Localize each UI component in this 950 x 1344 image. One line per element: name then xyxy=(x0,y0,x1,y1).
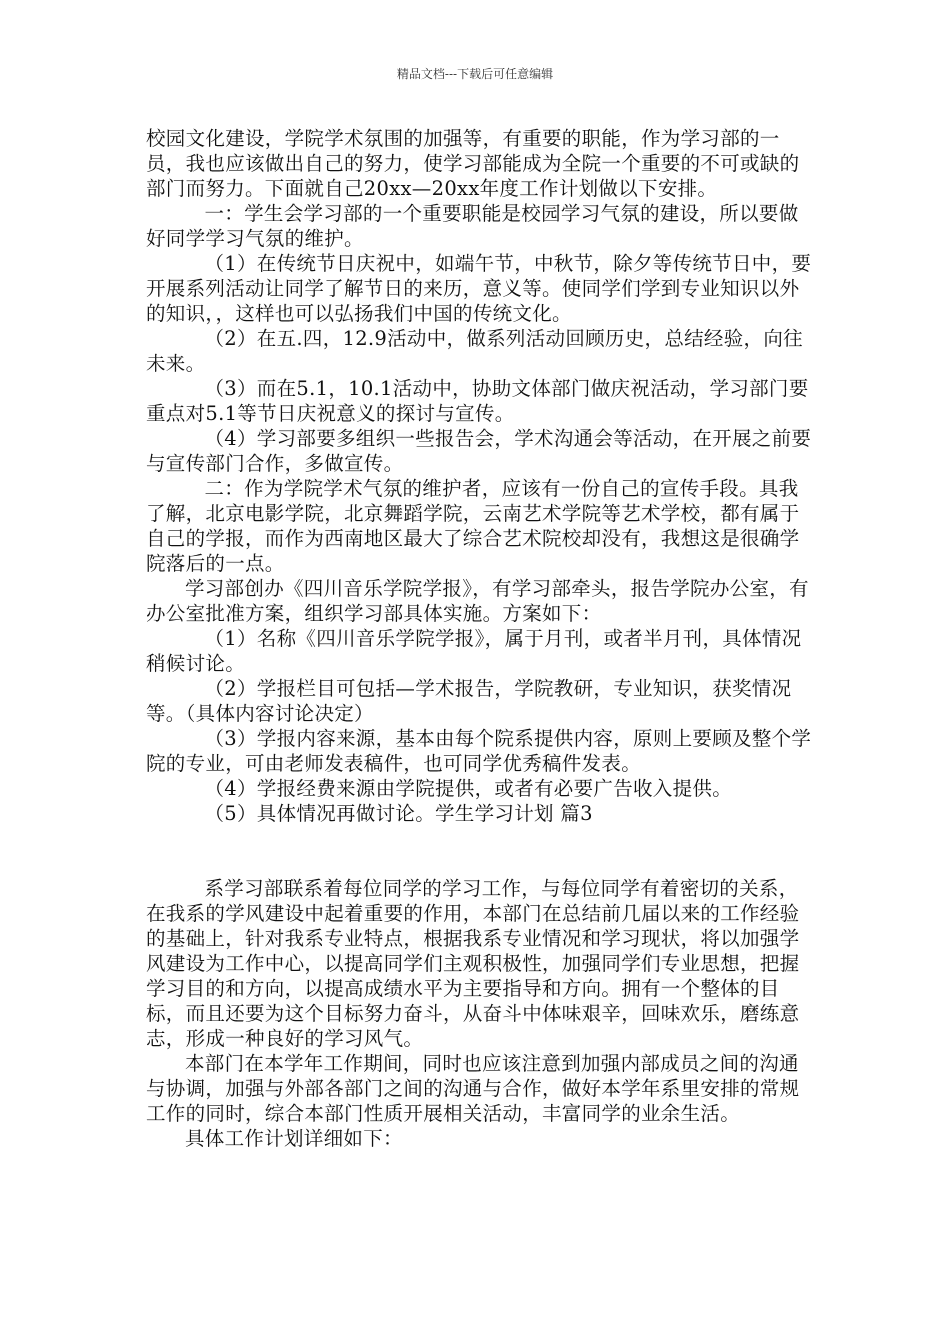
paragraph-item-2-4: （4）学报经费来源由学院提供，或者有必要广告收入提供。 xyxy=(204,777,733,800)
paragraph-item-2-5: （5）具体情况再做讨论。学生学习计划 篇3 xyxy=(204,802,593,825)
paragraph-journal-plan: 学习部创办《四川音乐学院学报》，有学习部牵头，报告学院办公室，有办公室批准方案，组织学习部具体实施。方案如下： xyxy=(146,577,809,625)
paragraph-item-2-3: （3）学报内容来源，基本由每个院系提供内容，原则上要顾及整个学院的专业，可由老师发表稿件，也可同学优秀稿件发表。 xyxy=(146,727,812,775)
page-header: 精品文档---下载后可任意编辑 xyxy=(396,67,554,81)
paragraph-item-1-4: （4）学习部要多组织一些报告会，学术沟通会等活动，在开展之前要与宣传部门合作，多做宣传。 xyxy=(146,427,812,475)
paragraph-item-1-2: （2）在五.四，12.9活动中，做系列活动回顾历史，总结经验，向往未来。 xyxy=(146,327,803,375)
paragraph-department-overview: 系学习部联系着每位同学的学习工作，与每位同学有着密切的关系，在我系的学风建设中起着重要的作用，本部门在总结前几届以来的工作经验的基础上，针对我系专业特点，根据我系专业情况和学习现状，将以加强学风建设为工作中心，以提高同学们主观积极性，加强同学们专业思想，把握学习目的和方向，以提高成绩水平为主要指导和方向。拥有一个整体的目标，而且还要为这个目标努力奋斗，从奋斗中体味艰辛，回味欢乐，磨练意志，形成一种良好的学习风气。 xyxy=(146,877,800,1050)
paragraph-item-1-3: （3）而在5.1，10.1活动中，协助文体部门做庆祝活动，学习部门要重点对5.1等节日庆祝意义的探讨与宣传。 xyxy=(146,377,809,425)
section-gap xyxy=(146,826,816,876)
paragraph-item-2-2: （2）学报栏目可包括—学术报告，学院教研，专业知识，获奖情况等。（具体内容讨论决定） xyxy=(146,677,792,725)
paragraph-item-1-1: （1）在传统节日庆祝中，如端午节，中秋节，除夕等传统节日中，要开展系列活动让同学了解节日的来历，意义等。使同学们学到专业知识以外的知识，，这样也可以弘扬我们中国的传统文化。 xyxy=(146,252,812,325)
paragraph-section-2: 二：作为学院学术气氛的维护者，应该有一份自己的宣传手段。具我了解，北京电影学院，北京舞蹈学院，云南艺术学院等艺术学校，都有属于自己的学报，而作为西南地区最大了综合艺术院校却没有，我想这是很确学院落后的一点。 xyxy=(146,477,800,575)
paragraph-plan-details: 具体工作计划详细如下： xyxy=(185,1127,403,1150)
paragraph-item-2-1: （1）名称《四川音乐学院学报》，属于月刊，或者半月刊，具体情况稍候讨论。 xyxy=(146,627,802,675)
paragraph-section-1: 一：学生会学习部的一个重要职能是校园学习气氛的建设，所以要做好同学学习气氛的维护。 xyxy=(146,202,799,250)
paragraph-communication: 本部门在本学年工作期间，同时也应该注意到加强内部成员之间的沟通与协调，加强与外部各部门之间的沟通与合作，做好本学年系里安排的常规工作的同时，综合本部门性质开展相关活动，丰富同学的业余生活。 xyxy=(146,1052,800,1125)
paragraph-intro: 校园文化建设，学院学术氛围的加强等，有重要的职能，作为学习部的一员，我也应该做出自己的努力，使学习部能成为全院一个重要的不可或缺的部门而努力。下面就自己20xx—20xx年度工作计划做以下安排。 xyxy=(146,127,800,200)
document-body xyxy=(146,126,816,1151)
